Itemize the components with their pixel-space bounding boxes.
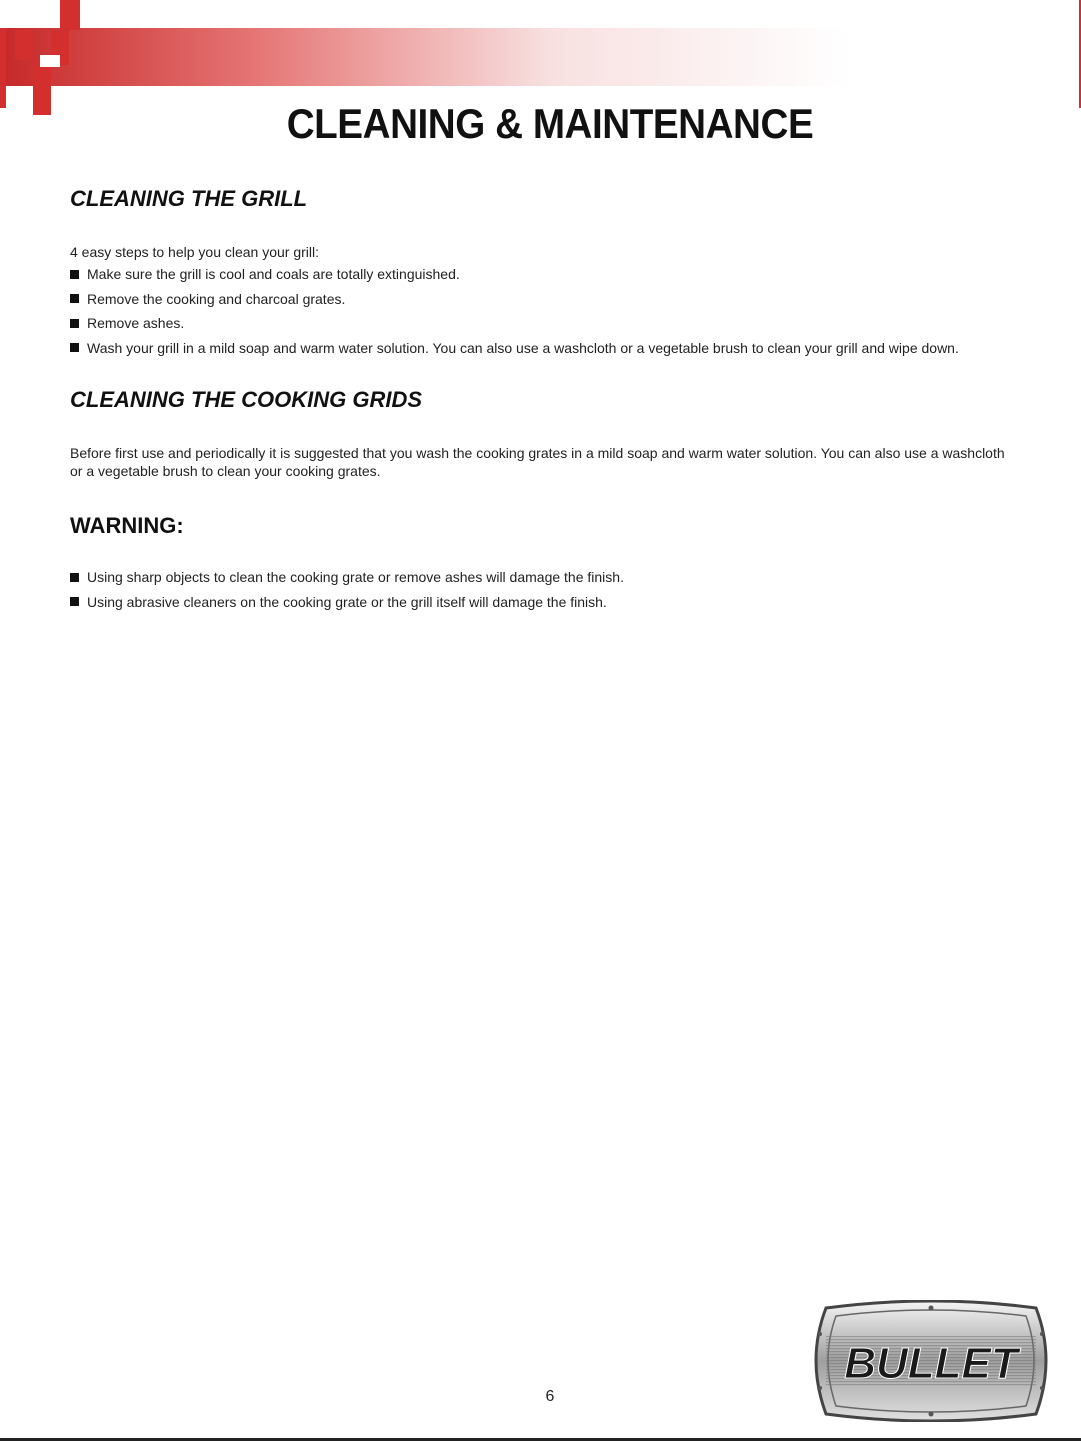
bullet-logo: [806, 1300, 1056, 1422]
logo-text: BULLET: [844, 1339, 1018, 1388]
square-bullet-icon: [70, 597, 79, 606]
square-bullet-icon: [70, 294, 79, 303]
list-item: Using sharp objects to clean the cooking grate or remove ashes will damage the finish.: [70, 565, 1030, 590]
square-bullet-icon: [70, 343, 79, 352]
list-item: Remove ashes.: [70, 311, 1030, 336]
warning-list: [70, 565, 1030, 614]
square-bullet-icon: [70, 573, 79, 582]
warning-heading: WARNING:: [70, 513, 184, 538]
list-item: Make sure the grill is cool and coals are totally extinguished.: [70, 262, 1030, 287]
list-item: Using abrasive cleaners on the cooking grate or the grill itself will damage the finish.: [70, 590, 1030, 615]
list-item: Remove the cooking and charcoal grates.: [70, 287, 1030, 312]
section-heading-cleaning-grids: CLEANING THE COOKING GRIDS: [70, 387, 423, 412]
page-title: CLEANING & MAINTENANCE: [286, 100, 814, 147]
list-item: Wash your grill in a mild soap and warm water solution. You can also use a washcloth or a vegetable brush to clean your grill and wipe down.: [70, 336, 1030, 361]
grids-paragraph: Before first use and periodically it is suggested that you wash the cooking grates in a mild soap and warm water solution. You can also use a washcloth or a vegetable brush to clean your cooking grates.: [70, 445, 1005, 479]
square-bullet-icon: [70, 319, 79, 328]
page-number: 6: [545, 1388, 555, 1405]
grill-steps-list: [70, 262, 1030, 360]
grill-intro-text: 4 easy steps to help you clean your grill:: [70, 244, 320, 260]
square-bullet-icon: [70, 270, 79, 279]
section-heading-cleaning-grill: CLEANING THE GRILL: [70, 186, 308, 211]
